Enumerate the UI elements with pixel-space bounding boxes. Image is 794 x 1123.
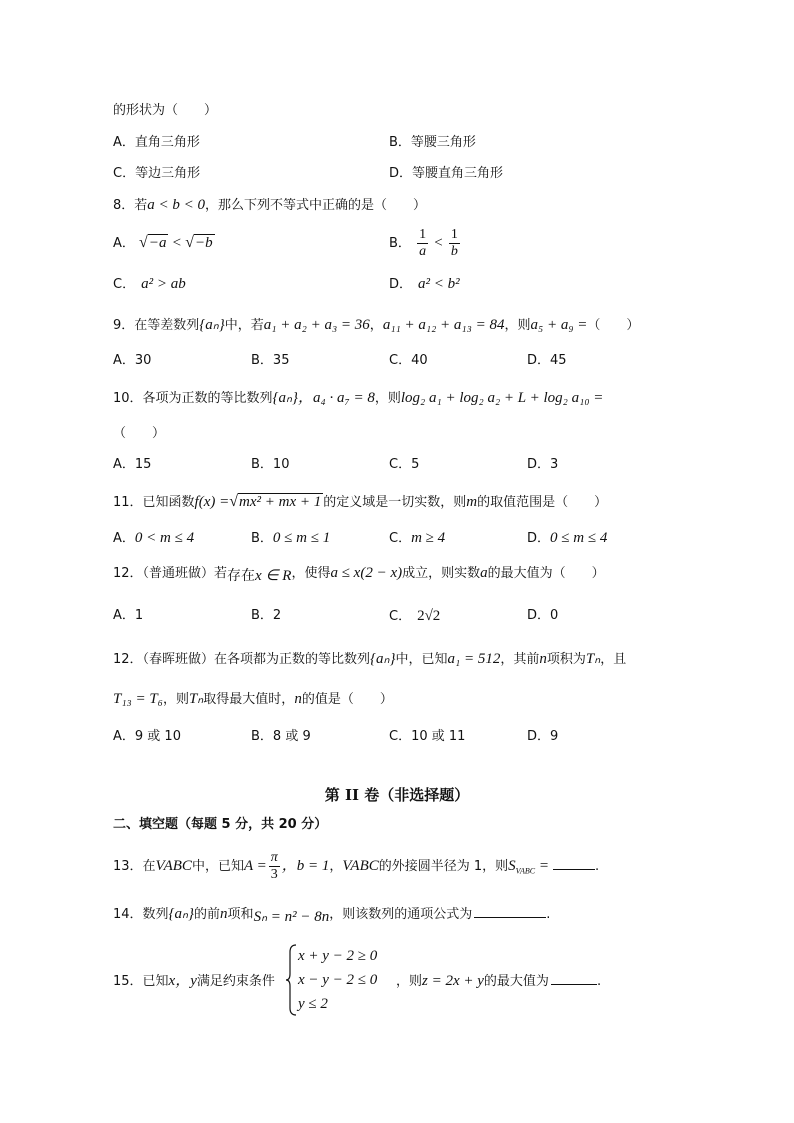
q11-option-d bbox=[527, 528, 607, 549]
q12b-mid3: 项积为 bbox=[546, 652, 586, 667]
q13-mid2: ， bbox=[329, 859, 343, 874]
q9-cond2: a₁₁ + a₁₂ + a₁₃ = 84 bbox=[382, 317, 505, 333]
q10-stem bbox=[113, 388, 603, 409]
q13-mid: 中，已知 bbox=[191, 859, 244, 874]
q12b-mid2: ，其前 bbox=[500, 652, 540, 667]
q12b-line2-mid2: 取得最大值时， bbox=[203, 692, 295, 707]
q12a-tail: 成立，则实数 bbox=[402, 566, 481, 581]
q10-option-d: D．3 bbox=[527, 457, 559, 472]
q12b-cond: a₁ = 512 bbox=[447, 651, 501, 667]
q15-ask: ，则 bbox=[396, 974, 423, 989]
q8-tail: ，那么下列不等式中正确的是（ ） bbox=[205, 198, 427, 213]
q10-ask: ，则 bbox=[374, 391, 401, 406]
q11-number: 11．已知函数 bbox=[113, 495, 195, 510]
q8-d-label: D． bbox=[389, 277, 413, 292]
q9-option-c: C．40 bbox=[389, 353, 428, 368]
q12b-tn: Tₙ bbox=[585, 651, 601, 667]
q10-option-c: C．5 bbox=[389, 457, 420, 472]
q12b-option-c: C．10 或 11 bbox=[389, 729, 466, 744]
q12b-number: 12．（春晖班做）在各项都为正数的等比数列 bbox=[113, 652, 371, 667]
q12b-option-a: A．9 或 10 bbox=[113, 729, 181, 744]
q12a-option-a: A．1 bbox=[113, 608, 144, 623]
q9-mid: 中，若 bbox=[224, 318, 264, 333]
q7-option-a: A．直角三角形 bbox=[113, 135, 200, 150]
q14-seq: {aₙ} bbox=[168, 906, 195, 922]
q8-number: 8．若 bbox=[113, 198, 148, 213]
q12b-tail: ，且 bbox=[600, 652, 627, 667]
q12a-var: a bbox=[480, 565, 488, 581]
q15-brace bbox=[286, 944, 298, 1016]
q15-constraint-1: x + y − 2 ≥ 0 bbox=[298, 948, 378, 964]
q8-b-frac1: $\frac{1}{a}$ bbox=[419, 227, 427, 259]
q8-b-label: B． bbox=[389, 236, 411, 251]
q9-option-a: A．30 bbox=[113, 353, 152, 368]
q8-condition: a < b < 0 bbox=[147, 197, 206, 213]
q8-a-sqrt1: √−a bbox=[139, 234, 167, 251]
q12a-cond: x ∈ R bbox=[255, 568, 292, 584]
q15-vars: x，y bbox=[168, 973, 197, 989]
q12a-option-b: B．2 bbox=[251, 608, 282, 623]
q11-tail2: 的取值范围是（ ） bbox=[477, 495, 608, 510]
q8-a-lt: < bbox=[172, 235, 182, 251]
q13-a-eq: A = bbox=[243, 858, 267, 874]
q12a-exists: 存在 bbox=[227, 568, 256, 584]
q11-radicand: mx² + mx + 1 bbox=[239, 494, 322, 510]
q10-seq: {aₙ} bbox=[272, 390, 299, 406]
q13-a-den: 3 bbox=[270, 867, 278, 882]
q14-n: n bbox=[220, 906, 228, 922]
q12b-seq: {aₙ} bbox=[370, 651, 396, 667]
q12a-mid: ，使得 bbox=[291, 566, 331, 581]
q14-mid: 的前 bbox=[194, 907, 221, 922]
q11-d-label: D． bbox=[527, 531, 551, 546]
q12b-line2-mid: ，则 bbox=[162, 692, 189, 707]
q9-option-d: D．45 bbox=[527, 353, 567, 368]
q10-number: 10．各项为正数的等比数列 bbox=[113, 391, 273, 406]
q14-mid2: 项和 bbox=[227, 907, 254, 922]
q13-stem bbox=[113, 846, 599, 892]
q9-sep: ， bbox=[369, 318, 383, 333]
q11-a-label: A． bbox=[113, 531, 135, 546]
q9-number: 9．在等差数列 bbox=[113, 318, 200, 333]
q12b-stem-line2 bbox=[113, 689, 393, 710]
q15-stem-right bbox=[396, 971, 601, 992]
q11-func: f(x) = bbox=[194, 494, 230, 510]
q12a-option-d: D．0 bbox=[527, 608, 559, 623]
q11-option-c bbox=[389, 528, 445, 549]
q8-option-d bbox=[389, 274, 460, 295]
q12b-line2-tail: 的值是（ ） bbox=[301, 692, 393, 707]
q12a-ineq: a ≤ x(2 − x) bbox=[330, 565, 403, 581]
q11-b-expr: 0 ≤ m ≤ 1 bbox=[272, 530, 331, 546]
q13-a-frac bbox=[269, 850, 280, 883]
q7-option-c: C．等边三角形 bbox=[113, 166, 201, 181]
q11-c-label: C． bbox=[389, 531, 412, 546]
q11-var: m bbox=[466, 494, 478, 510]
q13-number: 13．在 bbox=[113, 859, 156, 874]
q12b-line2-n: n bbox=[294, 691, 302, 707]
q7-stem-tail: 的形状为（ ） bbox=[113, 103, 218, 118]
q14-answer-blank[interactable] bbox=[474, 905, 546, 918]
q11-c-expr: m ≥ 4 bbox=[411, 530, 446, 546]
q12b-stem-line1 bbox=[113, 649, 626, 670]
section2-heading: 二、填空题（每题 5 分，共 20 分） bbox=[113, 817, 328, 832]
q15-constraint-2: x − y − 2 ≤ 0 bbox=[298, 972, 378, 988]
q12b-line2-cond: T₁₃ = T₆ bbox=[113, 691, 163, 707]
q11-tail: 的定义域是一切实数，则 bbox=[323, 495, 467, 510]
q15-tail: 的最大值为 bbox=[483, 974, 549, 989]
section2-title: 第 II 卷（非选择题） bbox=[324, 786, 470, 804]
q11-a-expr: 0 < m ≤ 4 bbox=[134, 530, 195, 546]
q10-option-b: B．10 bbox=[251, 457, 290, 472]
q9-expr: a₅ + a₉ = bbox=[530, 317, 588, 333]
q11-option-b bbox=[251, 528, 330, 549]
q8-b-lt: < bbox=[434, 235, 443, 251]
q13-s-sub: VABC bbox=[515, 866, 536, 876]
q14-end: . bbox=[546, 907, 551, 922]
q13-b: ，b = 1 bbox=[281, 858, 330, 874]
q8-c-expr: a² > ab bbox=[141, 276, 186, 292]
q12a-option-c bbox=[389, 606, 440, 627]
q15-constraints bbox=[298, 944, 377, 1016]
q13-a-num: π bbox=[270, 850, 278, 865]
q12a-stem bbox=[113, 563, 605, 584]
q14-stem bbox=[113, 904, 550, 925]
q11-d-expr: 0 ≤ m ≤ 4 bbox=[550, 530, 608, 546]
q12a-c-expr: 2√2 bbox=[417, 608, 441, 624]
q12b-line2-tn: Tₙ bbox=[188, 691, 204, 707]
q7-option-b: B．等腰三角形 bbox=[389, 135, 476, 150]
q12b-n: n bbox=[539, 651, 547, 667]
q12a-c-label: C． bbox=[389, 609, 412, 624]
q9-stem bbox=[113, 315, 639, 336]
q11-stem bbox=[113, 492, 607, 513]
q12a-number: 12．（普通班做）若 bbox=[113, 566, 228, 581]
q9-seq: {aₙ} bbox=[199, 317, 225, 333]
q15-stem-left bbox=[113, 971, 275, 992]
q12b-mid: 中，已知 bbox=[395, 652, 448, 667]
q8-a-sqrt2: √−b bbox=[185, 234, 213, 251]
q8-c-label: C． bbox=[113, 277, 136, 292]
q12b-option-b: B．8 或 9 bbox=[251, 729, 311, 744]
q9-cond1: a₁ + a₂ + a₃ = 36 bbox=[263, 317, 370, 333]
q11-option-a bbox=[113, 528, 194, 549]
q13-tail: 的外接圆半径为 1，则 bbox=[378, 859, 509, 874]
q9-paren: （ ） bbox=[587, 318, 640, 333]
q10-option-a: A．15 bbox=[113, 457, 152, 472]
q9-option-b: B．35 bbox=[251, 353, 290, 368]
q8-option-b bbox=[389, 222, 462, 265]
q13-s: S bbox=[508, 858, 516, 874]
q15-number: 15．已知 bbox=[113, 974, 169, 989]
q13-answer-blank[interactable] bbox=[553, 857, 595, 870]
q12a-tail2: 的最大值为（ ） bbox=[487, 566, 605, 581]
q13-tri2: VABC bbox=[342, 858, 379, 874]
q14-sn: Sₙ = n² − 8n bbox=[253, 909, 330, 925]
q10-expr: log₂ a₁ + log₂ a₂ + L + log₂ a₁₀ = bbox=[400, 390, 604, 406]
q9-ask: ，则 bbox=[504, 318, 531, 333]
q8-stem bbox=[113, 195, 426, 216]
q14-tail: ，则该数列的通项公式为 bbox=[329, 907, 473, 922]
q7-option-d: D．等腰直角三角形 bbox=[389, 166, 504, 181]
q15-end: . bbox=[596, 974, 602, 989]
q8-option-a bbox=[113, 233, 215, 254]
q13-end: . bbox=[594, 859, 600, 874]
q8-b-frac2: $\frac{1}{b}$ bbox=[450, 227, 458, 259]
q15-mid: 满足约束条件 bbox=[196, 974, 275, 989]
q14-number: 14．数列 bbox=[113, 907, 169, 922]
q8-option-c bbox=[113, 274, 186, 295]
q15-answer-blank[interactable] bbox=[551, 972, 597, 985]
q12b-option-d: D．9 bbox=[527, 729, 559, 744]
q11-b-label: B． bbox=[251, 531, 273, 546]
q15-z: z = 2x + y bbox=[422, 973, 484, 989]
q11-sqrt: √mx² + mx + 1 bbox=[229, 493, 322, 510]
q15-constraint-3: y ≤ 2 bbox=[298, 996, 328, 1012]
q8-d-expr: a² < b² bbox=[418, 276, 460, 292]
q8-a-label: A． bbox=[113, 236, 135, 251]
q10-paren: （ ） bbox=[113, 426, 166, 441]
q13-tri: VABC bbox=[155, 858, 192, 874]
q13-eq: = bbox=[535, 858, 549, 874]
q10-cond: ，a₄ · a₇ = 8 bbox=[298, 390, 375, 406]
